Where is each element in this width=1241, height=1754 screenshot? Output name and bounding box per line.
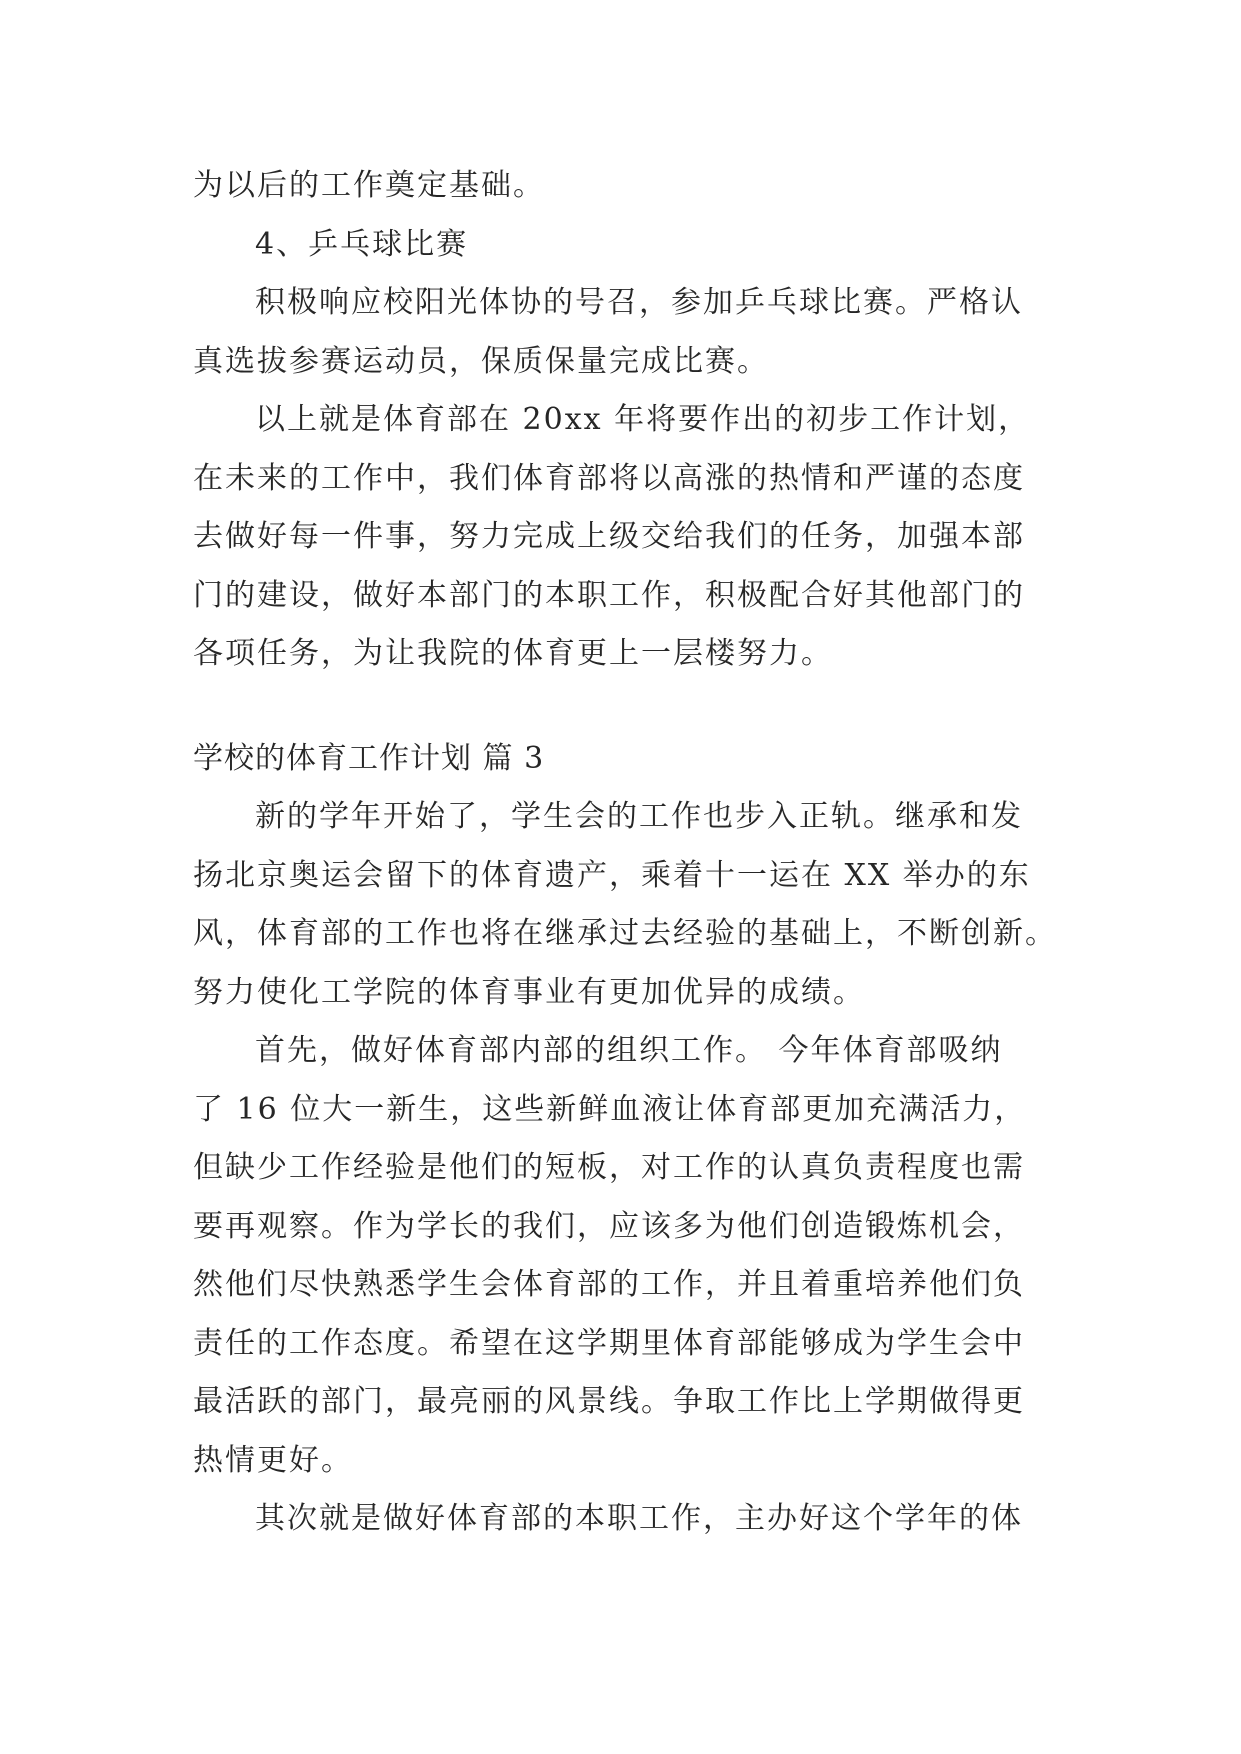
text-line: 门的建设，做好本部门的本职工作，积极配合好其他部门的 bbox=[193, 577, 1025, 613]
text-line: 4、乒乓球比赛 bbox=[255, 226, 469, 262]
text-line: 风，体育部的工作也将在继承过去经验的基础上，不断创新。 bbox=[193, 916, 1057, 951]
paragraph-summary bbox=[193, 391, 1053, 684]
text-line: 首先，做好体育部内部的组织工作。 今年体育部吸纳 bbox=[255, 1033, 1003, 1068]
text-line: 但缺少工作经验是他们的短板，对工作的认真负责程度也需 bbox=[193, 1150, 1025, 1185]
paragraph-table-tennis bbox=[193, 274, 1053, 391]
text-line: 然他们尽快熟悉学生会体育部的工作，并且着重培养他们负 bbox=[193, 1267, 1025, 1302]
paragraph-intro bbox=[193, 788, 1057, 1022]
paragraph-duties bbox=[193, 1490, 1053, 1549]
text-line: 为以后的工作奠定基础。 bbox=[193, 168, 545, 203]
text-line: 积极响应校阳光体协的号召，参加乒乓球比赛。严格认 bbox=[255, 285, 1023, 320]
text-line: 其次就是做好体育部的本职工作，主办好这个学年的体 bbox=[255, 1501, 1023, 1536]
text-line: 责任的工作态度。希望在这学期里体育部能够成为学生会中 bbox=[193, 1325, 1025, 1361]
document-body bbox=[193, 157, 1057, 1549]
paragraph-continuation bbox=[193, 157, 1053, 216]
text-line: 新的学年开始了，学生会的工作也步入正轨。继承和发 bbox=[255, 799, 1023, 834]
text-line: 最活跃的部门，最亮丽的风景线。争取工作比上学期做得更 bbox=[193, 1384, 1025, 1419]
text-line: 要再观察。作为学长的我们，应该多为他们创造锻炼机会， bbox=[193, 1208, 1025, 1244]
paragraph-organization bbox=[193, 1022, 1053, 1490]
text-line: 各项任务，为让我院的体育更上一层楼努力。 bbox=[193, 636, 833, 671]
text-line: 了 16 位大一新生，这些新鲜血液让体育部更加充满活力， bbox=[193, 1091, 1027, 1127]
section-title: 学校的体育工作计划 篇 3 bbox=[193, 740, 545, 776]
text-line: 热情更好。 bbox=[193, 1442, 353, 1478]
section-heading bbox=[193, 730, 1053, 789]
text-line: 以上就是体育部在 20xx 年将要作出的初步工作计划， bbox=[255, 402, 1031, 437]
text-line: 努力使化工学院的体育事业有更加优异的成绩。 bbox=[193, 974, 865, 1010]
text-line: 扬北京奥运会留下的体育遗产，乘着十一运在 XX 举办的东 bbox=[193, 857, 1031, 893]
text-line: 去做好每一件事，努力完成上级交给我们的任务，加强本部 bbox=[193, 519, 1025, 554]
text-line: 真选拔参赛运动员，保质保量完成比赛。 bbox=[193, 343, 769, 379]
section-gap bbox=[193, 684, 1053, 730]
subheading-table-tennis bbox=[193, 216, 1053, 275]
text-line: 在未来的工作中，我们体育部将以高涨的热情和严谨的态度 bbox=[193, 460, 1025, 496]
